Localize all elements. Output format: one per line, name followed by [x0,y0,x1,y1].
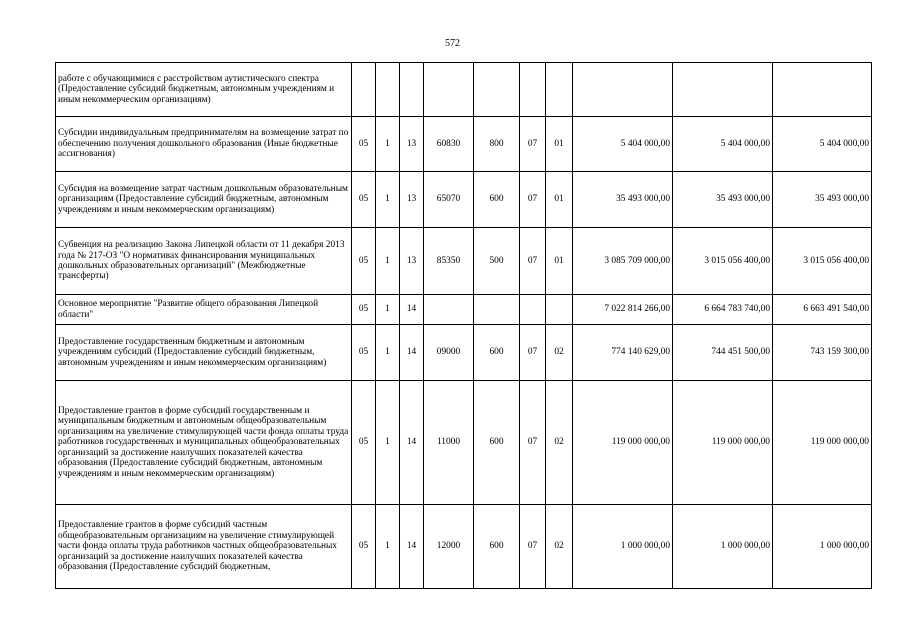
code-expense-type [474,63,520,117]
page-number: 572 [445,38,460,49]
code-subprogram: 1 [376,381,400,505]
code-program [352,63,376,117]
amount-year-1: 1 000 000,00 [573,505,673,589]
code-section: 07 [520,325,546,381]
amount-year-3: 5 404 000,00 [773,117,872,172]
amount-year-3: 3 015 056 400,00 [773,228,872,295]
amount-year-3 [773,63,872,117]
table-row [56,505,872,589]
code-direction: 60830 [424,117,474,172]
code-subsection: 01 [546,117,573,172]
amount-year-1: 774 140 629,00 [573,325,673,381]
table-row [56,381,872,505]
amount-year-2: 744 451 500,00 [673,325,773,381]
code-program: 05 [352,381,376,505]
budget-table [55,62,872,589]
code-activity: 13 [400,172,424,228]
code-section [520,295,546,325]
code-program: 05 [352,325,376,381]
code-expense-type [474,295,520,325]
code-section: 07 [520,117,546,172]
amount-year-1: 3 085 709 000,00 [573,228,673,295]
code-expense-type: 800 [474,117,520,172]
code-direction: 09000 [424,325,474,381]
amount-year-3: 119 000 000,00 [773,381,872,505]
amount-year-1: 5 404 000,00 [573,117,673,172]
amount-year-3: 1 000 000,00 [773,505,872,589]
code-subsection: 02 [546,325,573,381]
code-subsection [546,295,573,325]
code-activity: 14 [400,325,424,381]
code-direction: 11000 [424,381,474,505]
code-program: 05 [352,117,376,172]
code-expense-type: 600 [474,381,520,505]
code-subsection: 02 [546,381,573,505]
code-expense-type: 600 [474,505,520,589]
row-description: Субсидия на возмещение затрат частным дошкольным образовательным организациям (Предоставление субсидий бюджетным, автономным учреждениям и иным некоммерческим организациям) [56,172,352,228]
amount-year-3: 6 663 491 540,00 [773,295,872,325]
table-row [56,325,872,381]
code-subsection: 01 [546,172,573,228]
code-subprogram: 1 [376,117,400,172]
code-section [520,63,546,117]
code-direction [424,63,474,117]
amount-year-2 [673,63,773,117]
code-activity: 13 [400,117,424,172]
code-expense-type: 600 [474,325,520,381]
amount-year-2: 3 015 056 400,00 [673,228,773,295]
amount-year-3: 35 493 000,00 [773,172,872,228]
amount-year-2: 5 404 000,00 [673,117,773,172]
code-subsection: 02 [546,505,573,589]
amount-year-3: 743 159 300,00 [773,325,872,381]
amount-year-1 [573,63,673,117]
code-activity: 14 [400,505,424,589]
row-description: Основное мероприятие "Развитие общего образования Липецкой области" [56,295,352,325]
table-row [56,63,872,117]
code-subprogram [376,63,400,117]
amount-year-2: 6 664 783 740,00 [673,295,773,325]
row-description: Предоставление государственным бюджетным и автономным учреждениям субсидий (Предоставление субсидий бюджетным, автономным учреждениям и иным некоммерческим организациям) [56,325,352,381]
code-direction [424,295,474,325]
code-direction: 12000 [424,505,474,589]
code-section: 07 [520,228,546,295]
code-section: 07 [520,172,546,228]
row-description: Субсидии индивидуальным предпринимателям на возмещение затрат по обеспечению получения дошкольного образования (Иные бюджетные ассигнования) [56,117,352,172]
row-description: Предоставление грантов в форме субсидий государственным и муниципальным бюджетным и автономным общеобразовательным организациям на увеличение стимулирующей части фонда оплаты труда работников государственных и муниципальных общеобразовательных организаций за достижение наилучших показателей качества образования (Предоставление субсидий бюджетным, автономным учреждениям и иным некоммерческим организациям) [56,381,352,505]
table-row [56,172,872,228]
row-description: работе с обучающимися с расстройством аутистического спектра (Предоставление субсидий бюджетным, автономным учреждениям и иным некоммерческим организациям) [56,63,352,117]
code-activity [400,63,424,117]
code-expense-type: 600 [474,172,520,228]
code-subsection [546,63,573,117]
code-program: 05 [352,295,376,325]
amount-year-1: 119 000 000,00 [573,381,673,505]
code-subprogram: 1 [376,325,400,381]
code-direction: 65070 [424,172,474,228]
code-activity: 13 [400,228,424,295]
amount-year-2: 1 000 000,00 [673,505,773,589]
row-description: Субвенция на реализацию Закона Липецкой области от 11 декабря 2013 года № 217-ОЗ "О нормативах финансирования муниципальных дошкольных образовательных организаций" (Межбюджетные трансферты) [56,228,352,295]
amount-year-1: 7 022 814 266,00 [573,295,673,325]
code-section: 07 [520,381,546,505]
code-subprogram: 1 [376,295,400,325]
amount-year-2: 119 000 000,00 [673,381,773,505]
code-subprogram: 1 [376,505,400,589]
amount-year-1: 35 493 000,00 [573,172,673,228]
table-row [56,228,872,295]
table-row [56,295,872,325]
code-activity: 14 [400,381,424,505]
code-program: 05 [352,172,376,228]
row-description: Предоставление грантов в форме субсидий частным общеобразовательным организациям на увеличение стимулирующей части фонда оплаты труда работников частных общеобразовательных организаций за достижение наилучших показателей качества образования (Предоставление субсидий бюджетным, [56,505,352,589]
code-program: 05 [352,505,376,589]
code-program: 05 [352,228,376,295]
table-row [56,117,872,172]
code-direction: 85350 [424,228,474,295]
code-expense-type: 500 [474,228,520,295]
amount-year-2: 35 493 000,00 [673,172,773,228]
code-activity: 14 [400,295,424,325]
code-subprogram: 1 [376,228,400,295]
code-section: 07 [520,505,546,589]
code-subsection: 01 [546,228,573,295]
code-subprogram: 1 [376,172,400,228]
